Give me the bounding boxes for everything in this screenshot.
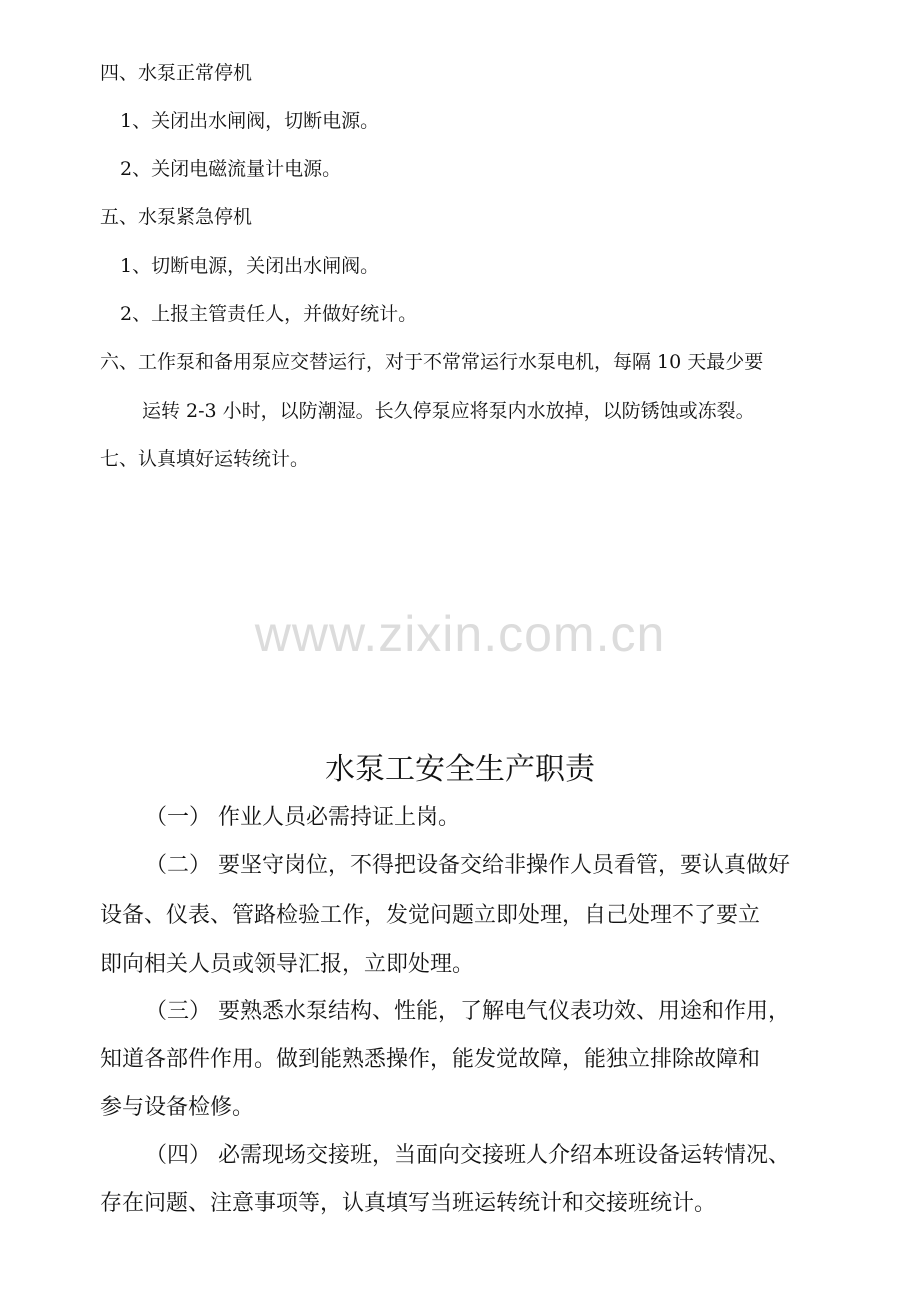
paragraph-2-line1: （二） 要坚守岗位，不得把设备交给非操作人员看管，要认真做好 [145, 853, 790, 878]
page-title: 水泵工安全生产职责 [325, 752, 595, 787]
paragraph-2-line2: 设备、仪表、管路检验工作，发觉问题立即处理，自己处理不了要立 [100, 903, 761, 928]
list-item: 1、切断电源，关闭出水闸阀。 [120, 255, 380, 277]
list-item: 2、关闭电磁流量计电源。 [120, 158, 342, 180]
paragraph-4-line2: 存在问题、注意事项等，认真填写当班运转统计和交接班统计。 [100, 1191, 717, 1216]
paragraph-3-line2: 知道各部件作用。做到能熟悉操作，能发觉故障，能独立排除故障和 [100, 1047, 761, 1072]
heading-5: 五、水泵紧急停机 [100, 206, 253, 228]
paragraph-3-line1: （三） 要熟悉水泵结构、性能，了解电气仪表功效、用途和作用， [145, 999, 790, 1024]
heading-4: 四、水泵正常停机 [100, 62, 253, 84]
watermark: www.zixin.com.cn [254, 606, 666, 662]
paragraph-2-line3: 即向相关人员或领导汇报，立即处理。 [100, 952, 475, 977]
paragraph-1: （一） 作业人员必需持证上岗。 [145, 805, 460, 830]
heading-6-line1: 六、工作泵和备用泵应交替运行，对于不常常运行水泵电机，每隔 10 天最少要 [100, 351, 764, 373]
paragraph-4-line1: （四） 必需现场交接班，当面向交接班人介绍本班设备运转情况、 [145, 1143, 790, 1168]
list-item: 1、关闭出水闸阀，切断电源。 [120, 110, 380, 132]
heading-7: 七、认真填好运转统计。 [100, 448, 310, 470]
list-item: 2、上报主管责任人，并做好统计。 [120, 303, 418, 325]
heading-6-line2: 运转 2-3 小时，以防潮湿。长久停泵应将泵内水放掉，以防锈蚀或冻裂。 [142, 400, 755, 422]
paragraph-3-line3: 参与设备检修。 [100, 1095, 255, 1120]
